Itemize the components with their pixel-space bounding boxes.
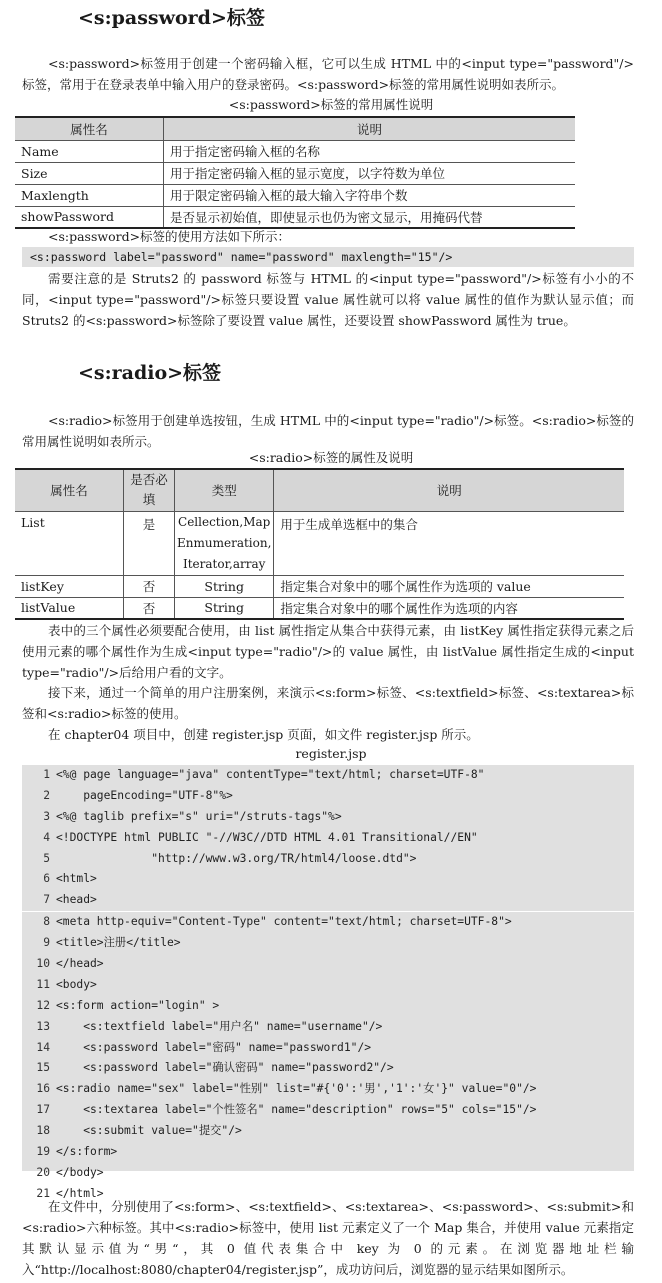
header-description: 说明 — [164, 117, 576, 140]
usage-code-snippet: <s:password label="password" name="password" maxlength="15"/> — [22, 247, 634, 267]
code-line — [22, 1100, 634, 1121]
table-row — [15, 140, 575, 162]
cell-attr: List — [15, 511, 124, 575]
code-text: <s:submit value="提交"/> — [56, 1124, 242, 1138]
code-text: <title>注册</title> — [56, 936, 181, 950]
section-heading-radio: <s:radio>标签 — [78, 362, 222, 384]
code-text: <!DOCTYPE html PUBLIC "-//W3C//DTD HTML 4.01 Transitional//EN" — [56, 830, 478, 844]
code-line — [22, 1038, 634, 1059]
cell-desc: 用于指定密码输入框的显示宽度，以字符数为单位 — [164, 162, 576, 184]
line-number: 18 — [36, 1124, 50, 1138]
table-row — [15, 511, 624, 575]
cell-required: 否 — [124, 597, 175, 619]
code-line — [22, 1142, 634, 1163]
code-line — [22, 807, 634, 828]
code-line — [22, 1163, 634, 1184]
code-line — [22, 1017, 634, 1038]
code-line — [22, 1121, 634, 1142]
code-line — [22, 996, 634, 1017]
code-line — [22, 933, 634, 954]
line-number: 1 — [43, 768, 50, 781]
header-attribute-name: 属性名 — [15, 117, 164, 140]
code-listing — [22, 765, 634, 1200]
code-line — [22, 975, 634, 996]
line-number: 11 — [36, 977, 50, 991]
code-text: </html> — [56, 1186, 104, 1200]
line-number: 3 — [43, 809, 50, 823]
cell-desc: 用于指定密码输入框的名称 — [164, 140, 576, 162]
table-row — [15, 184, 575, 206]
code-text: <head> — [56, 893, 97, 907]
table-row — [15, 206, 575, 228]
section-heading-password: <s:password>标签 — [78, 7, 265, 29]
cell-desc: 指定集合对象中的哪个属性作为选项的内容 — [274, 597, 624, 619]
code-text: </body> — [56, 1165, 104, 1179]
file-caption: register.jsp — [295, 746, 367, 761]
code-text: <html> — [56, 872, 97, 886]
code-text: <%@ page language="java" contentType="text/html; charset=UTF-8" — [56, 768, 485, 781]
register-create-file: 在 chapter04 项目中，创建 register.jsp 页面，如文件 register.jsp 所示。 — [48, 727, 479, 742]
cell-type: String — [175, 597, 274, 619]
register-example-intro: 接下来，通过一个简单的用户注册案例，来演示<s:form>标签、<s:textfield>标签、<s:textarea>标签和<s:radio>标签的使用。 — [22, 685, 634, 721]
header-attribute-name: 属性名 — [15, 469, 124, 511]
code-text: <s:radio name="sex" label="性别" list="#{'0':'男','1':'女'}" value="0"/> — [56, 1082, 537, 1096]
code-text: <s:form action="login" > — [56, 998, 220, 1012]
code-text: <meta http-equiv="Content-Type" content="text/html; charset=UTF-8"> — [56, 915, 512, 929]
table-row — [15, 162, 575, 184]
cell-desc: 用于生成单选框中的集合 — [274, 511, 624, 575]
header-required: 是否必填 — [124, 469, 175, 511]
cell-attr: listValue — [15, 597, 124, 619]
radio-attributes-table — [15, 468, 624, 620]
code-line — [22, 786, 634, 807]
line-number: 17 — [36, 1103, 50, 1117]
cell-required: 否 — [124, 575, 175, 597]
cell-attr: Maxlength — [15, 184, 164, 206]
cell-desc: 用于限定密码输入框的最大输入字符串个数 — [164, 184, 576, 206]
code-text: <s:textarea label="个性签名" name="description" rows="5" cols="15"/> — [56, 1103, 537, 1117]
line-number: 21 — [36, 1186, 50, 1200]
password-attributes-table — [15, 116, 575, 229]
cell-attr: Name — [15, 140, 164, 162]
code-line — [22, 912, 634, 933]
code-line — [22, 849, 634, 870]
table-row — [15, 575, 624, 597]
line-number: 13 — [36, 1019, 50, 1033]
table-header-row — [15, 469, 624, 511]
line-number: 12 — [36, 998, 50, 1012]
usage-intro: <s:password>标签的使用方法如下所示： — [48, 229, 291, 244]
line-number: 9 — [43, 936, 50, 950]
code-text: <s:password label="密码" name="password1"/> — [56, 1040, 372, 1054]
header-description: 说明 — [274, 469, 624, 511]
header-type: 类型 — [175, 469, 274, 511]
code-line — [22, 828, 634, 849]
cell-desc: 指定集合对象中的哪个属性作为选项的 value — [274, 575, 624, 597]
cell-attr: Size — [15, 162, 164, 184]
line-number: 16 — [36, 1082, 50, 1096]
code-text: </head> — [56, 957, 104, 971]
radio-table-caption: <s:radio>标签的属性及说明 — [248, 450, 414, 465]
code-text: </s:form> — [56, 1145, 118, 1159]
cell-attr: showPassword — [15, 206, 164, 228]
code-text: <%@ taglib prefix="s" uri="/struts-tags"%> — [56, 809, 342, 823]
cell-type: String — [175, 575, 274, 597]
line-number: 15 — [36, 1061, 50, 1075]
table-header-row — [15, 117, 575, 140]
closing-paragraph: 在文件中，分别使用了<s:form>、<s:textfield>、<s:textarea>、<s:password>、<s:submit>和<s:radio>六种标签。其中<s:radio>标签中，使用 list 元素定义了一个 Map 集合，并使用 value 元素指定其默认显示值为“男“，其 0 值代表集合中 key 为 0 的元素。在浏览器地址栏输入“http://localhost:8080/chapter04/register.jsp”，成功访问后，浏览器的显示结果如图所示。 — [22, 1199, 634, 1277]
line-number: 2 — [43, 788, 50, 802]
line-number: 8 — [43, 915, 50, 929]
line-number: 6 — [43, 872, 50, 886]
cell-type: Cellection,Map Enmumeration, Iterator,array — [175, 511, 274, 575]
code-text: <body> — [56, 977, 97, 991]
code-text: "http://www.w3.org/TR/html4/loose.dtd"> — [56, 851, 417, 865]
password-intro: <s:password>标签用于创建一个密码输入框，它可以生成 HTML 中的<input type="password"/>标签，常用于在登录表单中输入用户的登录密码。<s:password>标签的常用属性说明如表所示。 — [22, 56, 634, 92]
code-line — [22, 890, 634, 911]
code-line — [22, 954, 634, 975]
password-table-caption: <s:password>标签的常用属性说明 — [228, 97, 434, 112]
line-number: 4 — [43, 830, 50, 844]
code-text: <s:password label="确认密码" name="password2"/> — [56, 1061, 394, 1075]
cell-attr: listKey — [15, 575, 124, 597]
password-note: 需要注意的是 Struts2 的 password 标签与 HTML 的<input type="password"/>标签有小小的不同，<input type="password"/>标签只要设置 value 属性就可以将 value 属性的值作为默认显示值；而 Struts2 的<s:password>标签除了要设置 value 属性，还要设置 showPassword 属性为 true。 — [22, 271, 634, 328]
line-number: 10 — [36, 957, 50, 971]
code-text: <s:textfield label="用户名" name="username"/> — [56, 1019, 383, 1033]
cell-required: 是 — [124, 511, 175, 575]
code-line — [22, 765, 634, 786]
code-line — [22, 1058, 634, 1079]
line-number: 14 — [36, 1040, 50, 1054]
radio-explanation: 表中的三个属性必须要配合使用，由 list 属性指定从集合中获得元素，由 listKey 属性指定获得元素之后使用元素的哪个属性作为生成<input type="radio"/>的 value 属性，由 listValue 属性指定生成的<input type="radio"/>后给用户看的文字。 — [22, 623, 634, 680]
line-number: 7 — [43, 893, 50, 907]
line-number: 19 — [36, 1145, 50, 1159]
cell-desc: 是否显示初始值，即使显示也仍为密文显示，用掩码代替 — [164, 206, 576, 228]
table-row — [15, 597, 624, 619]
line-number: 20 — [36, 1165, 50, 1179]
code-line — [22, 869, 634, 890]
code-text: pageEncoding="UTF-8"%> — [56, 788, 233, 802]
radio-intro: <s:radio>标签用于创建单选按钮，生成 HTML 中的<input type="radio"/>标签。<s:radio>标签的常用属性说明如表所示。 — [22, 413, 634, 449]
code-line — [22, 1079, 634, 1100]
line-number: 5 — [43, 851, 50, 865]
